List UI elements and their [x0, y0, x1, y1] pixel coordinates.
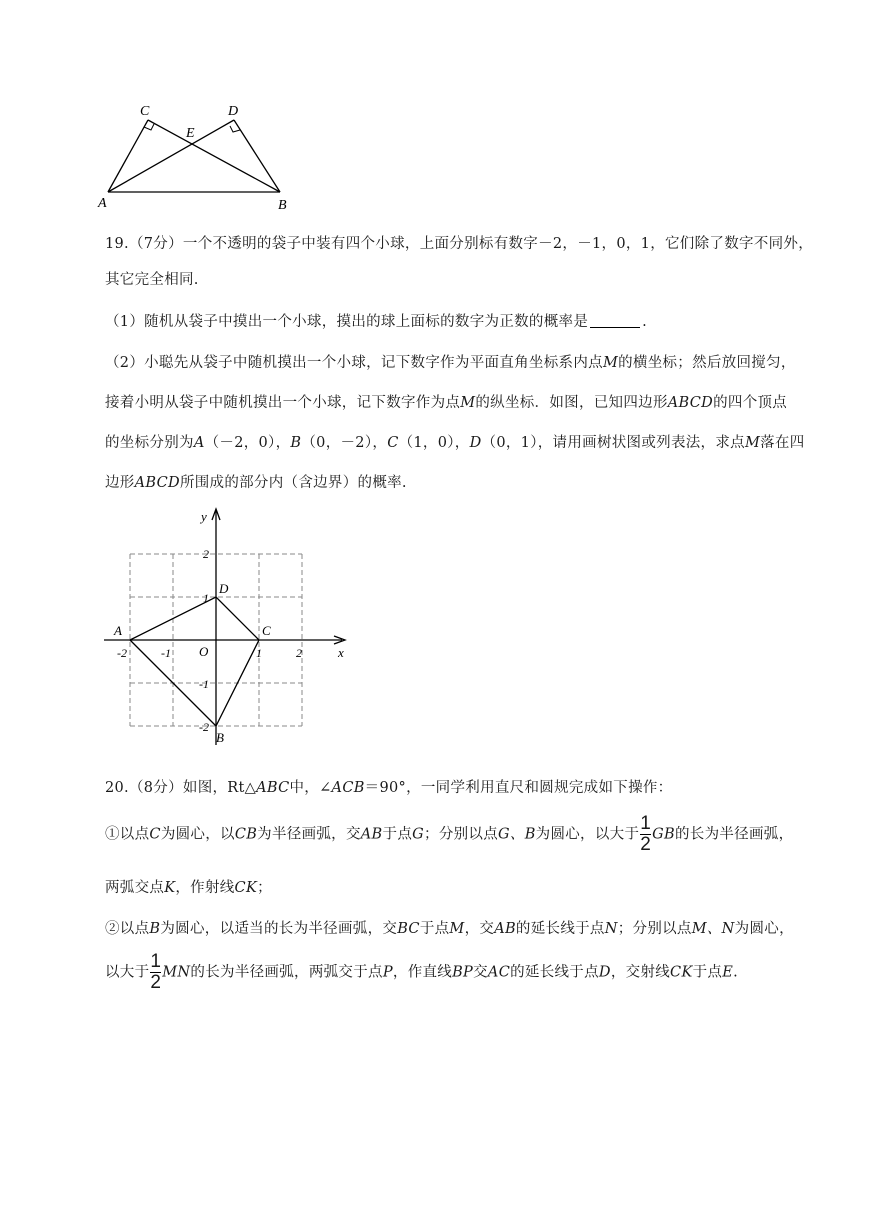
segment-db	[234, 120, 280, 192]
label-a: A	[98, 196, 107, 211]
coordinate-figure	[98, 505, 358, 750]
q19-stem-line1: 19.（7分）一个不透明的袋子中装有四个小球，上面分别标有数字－2，－1，0，1，它们除了数字不同外，	[105, 236, 813, 252]
x-tick-1: 1	[256, 646, 262, 660]
x-axis-label: x	[338, 645, 344, 660]
point-label-b: B	[216, 730, 224, 745]
fraction-one-half: $\frac{1}{2}$	[150, 951, 162, 993]
triangle-figure	[90, 95, 300, 215]
label-b: B	[278, 198, 287, 213]
q20-number: 20.	[105, 780, 129, 796]
fraction-one-half: $\frac{1}{2}$	[640, 813, 652, 855]
q19-number: 19.	[105, 236, 129, 252]
q19-part2-line4: 边形ABCD所围成的部分内（含边界）的概率.	[105, 475, 407, 491]
q20-step1-line1: ①以点C为圆心，以CB为半径画弧，交AB于点G；分别以点G、B为圆心，以大于 $\frac{1}{2}$ GB的长为半径画弧，	[105, 813, 794, 855]
q19-part2-line2: 接着小明从袋子中随机摸出一个小球，记下数字作为点M的纵坐标．如图，已知四边形ABCD的四个顶点	[105, 395, 788, 411]
q19-part2-line3: 的坐标分别为A（－2，0），B（0，－2），C（1，0），D（0，1），请用画树状图或列表法，求点M落在四	[105, 435, 805, 451]
x-tick-neg1: -1	[161, 646, 171, 660]
point-label-c: C	[262, 623, 271, 638]
x-tick-neg2: -2	[117, 646, 127, 660]
q19-part1: （1）随机从袋子中摸出一个小球，摸出的球上面标的数字为正数的概率是 .	[105, 314, 648, 330]
y-tick-1: 1	[203, 591, 209, 605]
y-tick-neg1: -1	[199, 677, 209, 691]
x-tick-2: 2	[296, 646, 302, 660]
q19-part2-line1: （2）小聪先从袋子中随机摸出一个小球，记下数字作为平面直角坐标系内点M的横坐标；然后放回搅匀，	[105, 355, 796, 371]
q20-stem: 20.（8分）如图，Rt△ABC中，∠ACB＝90°，一同学利用直尺和圆规完成如下操作：	[105, 780, 673, 796]
q20-step2-line1: ②以点B为圆心，以适当的长为半径画弧，交BC于点M，交AB的延长线于点N；分别以点M、N为圆心，	[105, 921, 794, 937]
point-label-d: D	[219, 581, 229, 596]
point-label-a: A	[114, 623, 122, 638]
q20-step2-line2: 以大于 $\frac{1}{2}$ MN的长为半径画弧，两弧交于点P，作直线BP交AC的延长线于点D，交射线CK于点E.	[105, 951, 738, 993]
label-e: E	[186, 126, 195, 141]
origin-label: O	[199, 644, 209, 659]
q20-step1-line2: 两弧交点K，作射线CK；	[105, 880, 272, 896]
y-axis-label: y	[201, 509, 207, 524]
y-tick-2: 2	[203, 547, 209, 561]
label-d: D	[228, 104, 239, 119]
y-tick-neg2: -2	[199, 720, 209, 734]
label-c: C	[140, 104, 150, 119]
answer-blank	[590, 313, 640, 328]
quadrilateral-abcd	[130, 597, 259, 726]
q19-stem-line2: 其它完全相同.	[105, 272, 199, 288]
